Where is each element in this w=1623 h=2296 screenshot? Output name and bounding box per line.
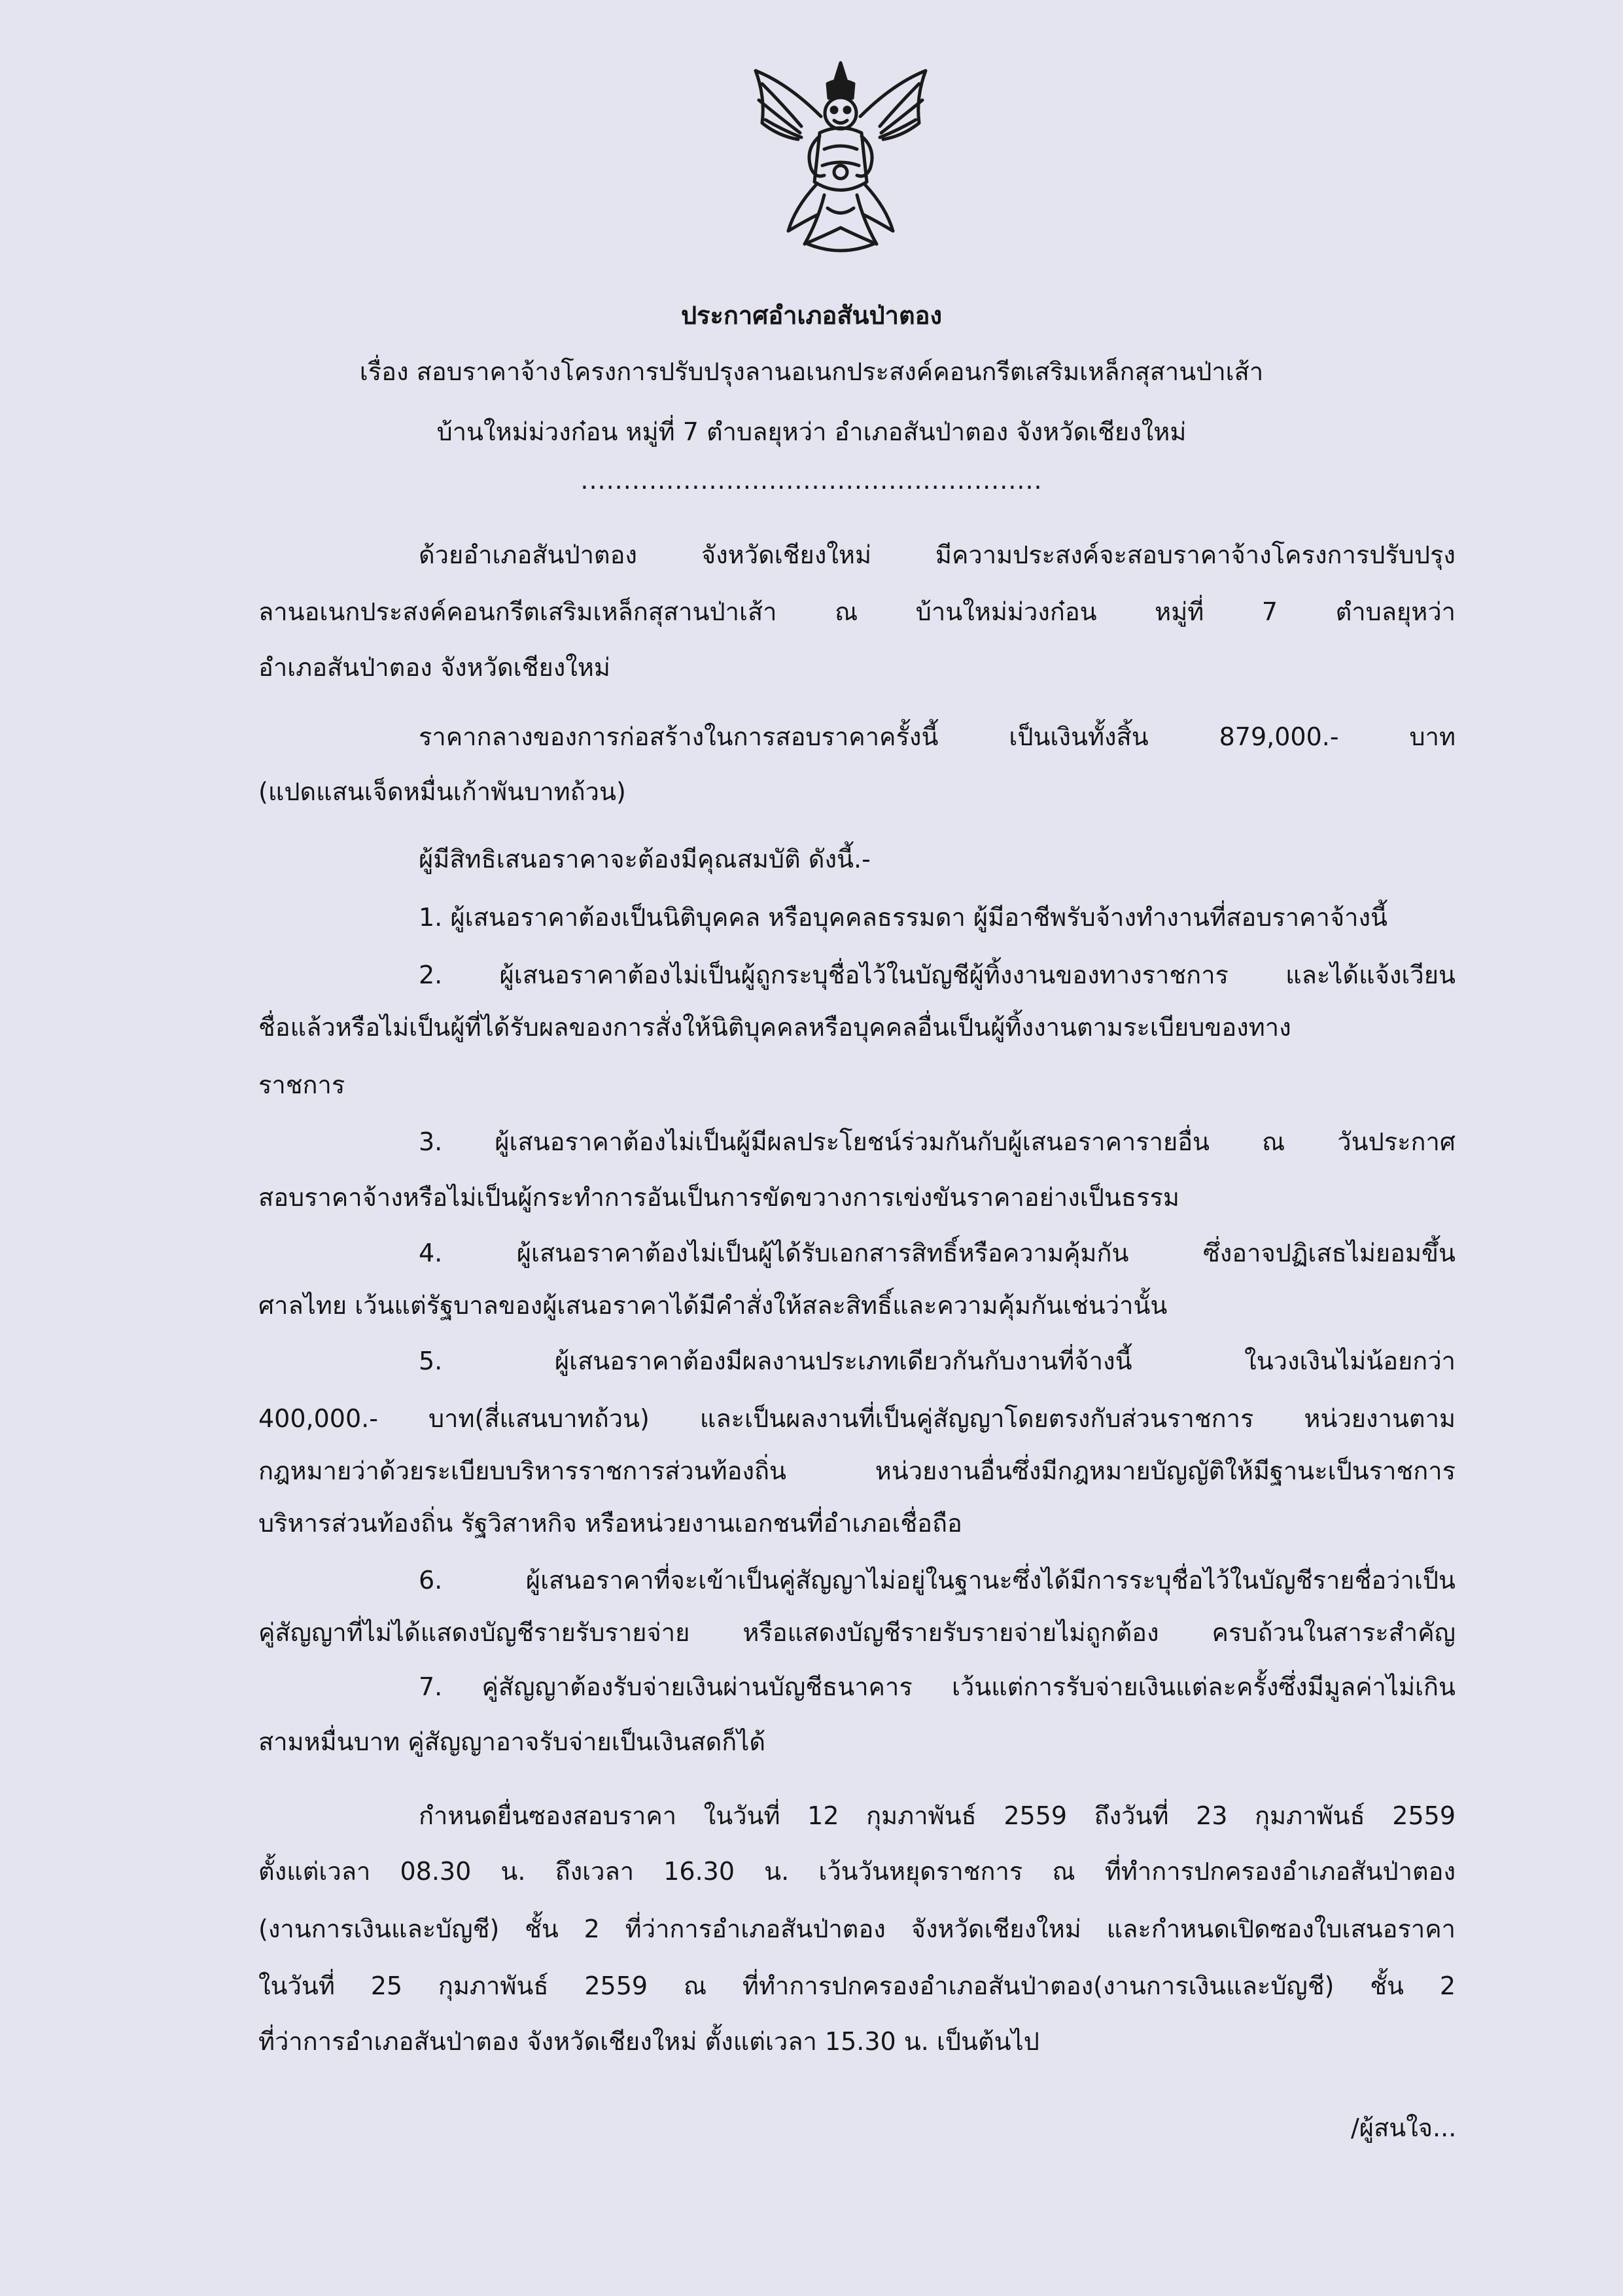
schedule-line-1: กำหนดยื่นซองสอบราคา ในวันที่ 12 กุมภาพันธ์ 2559 ถึงวันที่ 23 กุมภาพันธ์ 2559 (419, 1801, 1456, 1830)
header-divider: ...................................................... (580, 466, 1043, 495)
qualification-6-line-2: คู่สัญญาที่ไม่ได้แสดงบัญชีรายรับรายจ่าย หรือแสดงบัญชีรายรับรายจ่ายไม่ถูกต้อง ครบถ้วนในสาระสำคัญ (258, 1618, 1456, 1647)
qualification-4-line-2: ศาลไทย เว้นแต่รัฐบาลของผู้เสนอราคาได้มีคำสั่งให้สละสิทธิ์และความคุ้มกันเช่นว่านั้น (258, 1291, 1168, 1320)
qualification-7-line-2: สามหมื่นบาท คู่สัญญาอาจรับจ่ายเป็นเงินสดก็ได้ (258, 1727, 766, 1756)
subject-line-2: บ้านใหม่ม่วงก๋อน หมู่ที่ 7 ตำบลยุหว่า อำเภอสันป่าตอง จังหวัดเชียงใหม่ (436, 417, 1187, 446)
qualification-2-line-2: ชื่อแล้วหรือไม่เป็นผู้ที่ได้รับผลของการสั่งให้นิติบุคคลหรือบุคคลอื่นเป็นผู้ทิ้งงานตามระเบียบของทาง (258, 1013, 1291, 1042)
intro-line-1: ด้วยอำเภอสันป่าตอง จังหวัดเชียงใหม่ มีความประสงค์จะสอบราคาจ้างโครงการปรับปรุง (419, 540, 1456, 569)
qualifications-intro: ผู้มีสิทธิเสนอราคาจะต้องมีคุณสมบัติ ดังนี้.- (419, 845, 871, 874)
qualification-3-line-2: สอบราคาจ้างหรือไม่เป็นผู้กระทำการอันเป็นการขัดขวางการเข่งขันราคาอย่างเป็นธรรม (258, 1183, 1179, 1212)
qualification-5-line-1: 5. ผู้เสนอราคาต้องมีผลงานประเภทเดียวกันกับงานที่จ้างนี้ ในวงเงินไม่น้อยกว่า (419, 1347, 1456, 1375)
qualification-5-line-3: กฎหมายว่าด้วยระเบียบบริหารราชการส่วนท้องถิ่น หน่วยงานอื่นซึ่งมีกฎหมายบัญญัติให้มีฐานะเป็นราชการ (258, 1457, 1456, 1485)
qualification-1-line-1: 1. ผู้เสนอราคาต้องเป็นนิติบุคคล หรือบุคคลธรรมดา ผู้มีอาชีพรับจ้างทำงานที่สอบราคาจ้างนี้ (419, 903, 1387, 932)
qualification-4-line-1: 4. ผู้เสนอราคาต้องไม่เป็นผู้ได้รับเอกสารสิทธิ์หรือความคุ้มกัน ซึ่งอาจปฏิเสธไม่ยอมขึ้น (419, 1239, 1456, 1267)
garuda-emblem-icon (742, 58, 939, 267)
qualification-7-line-1: 7. คู่สัญญาต้องรับจ่ายเงินผ่านบัญชีธนาคาร เว้นแต่การรับจ่ายเงินแต่ละครั้งซึ่งมีมูลค่าไม่เกิน (419, 1672, 1456, 1701)
intro-line-2: ลานอเนกประสงค์คอนกรีตเสริมเหล็กสุสานป่าเส้า ณ บ้านใหม่ม่วงก๋อน หมู่ที่ 7 ตำบลยุหว่า (258, 597, 1456, 626)
announcement-title: ประกาศอำเภอสันป่าตอง (680, 301, 943, 330)
qualification-2-line-3: ราชการ (258, 1070, 345, 1099)
schedule-line-3: (งานการเงินและบัญชี) ชั้น 2 ที่ว่าการอำเภอสันป่าตอง จังหวัดเชียงใหม่ และกำหนดเปิดซองใบเสนอราคา (258, 1915, 1456, 1943)
price-line-1: ราคากลางของการก่อสร้างในการสอบราคาครั้งนี้ เป็นเงินทั้งสิ้น 879,000.- บาท (419, 722, 1456, 751)
price-line-2: (แปดแสนเจ็ดหมื่นเก้าพันบาทถ้วน) (258, 777, 626, 806)
intro-line-3: อำเภอสันป่าตอง จังหวัดเชียงใหม่ (258, 653, 610, 682)
qualification-5-line-4: บริหารส่วนท้องถิ่น รัฐวิสาหกิจ หรือหน่วยงานเอกชนที่อำเภอเชื่อถือ (258, 1509, 962, 1538)
qualification-2-line-1: 2. ผู้เสนอราคาต้องไม่เป็นผู้ถูกระบุชื่อไว้ในบัญชีผู้ทิ้งงานของทางราชการ และได้แจ้งเวียน (419, 961, 1456, 989)
schedule-line-2: ตั้งแต่เวลา 08.30 น. ถึงเวลา 16.30 น. เว้นวันหยุดราชการ ณ ที่ทำการปกครองอำเภอสันป่าตอง (258, 1857, 1456, 1886)
schedule-line-4: ในวันที่ 25 กุมภาพันธ์ 2559 ณ ที่ทำการปกครองอำเภอสันป่าตอง(งานการเงินและบัญชี) ชั้น 2 (258, 1971, 1456, 2000)
continuation-note: /ผู้สนใจ... (1351, 2113, 1457, 2142)
qualification-3-line-1: 3. ผู้เสนอราคาต้องไม่เป็นผู้มีผลประโยชน์ร่วมกันกับผู้เสนอราคารายอื่น ณ วันประกาศ (419, 1127, 1456, 1156)
qualification-5-line-2: 400,000.- บาท(สี่แสนบาทถ้วน) และเป็นผลงานที่เป็นคู่สัญญาโดยตรงกับส่วนราชการ หน่วยงานตาม (258, 1404, 1456, 1433)
schedule-line-5: ที่ว่าการอำเภอสันป่าตอง จังหวัดเชียงใหม่ ตั้งแต่เวลา 15.30 น. เป็นต้นไป (258, 2027, 1039, 2056)
subject-line-1: เรื่อง สอบราคาจ้างโครงการปรับปรุงลานอเนกประสงค์คอนกรีตเสริมเหล็กสุสานป่าเส้า (359, 357, 1264, 386)
qualification-6-line-1: 6. ผู้เสนอราคาที่จะเข้าเป็นคู่สัญญาไม่อยู่ในฐานะซึ่งได้มีการระบุชื่อไว้ในบัญชีรายชื่อว่าเป็น (419, 1566, 1456, 1595)
